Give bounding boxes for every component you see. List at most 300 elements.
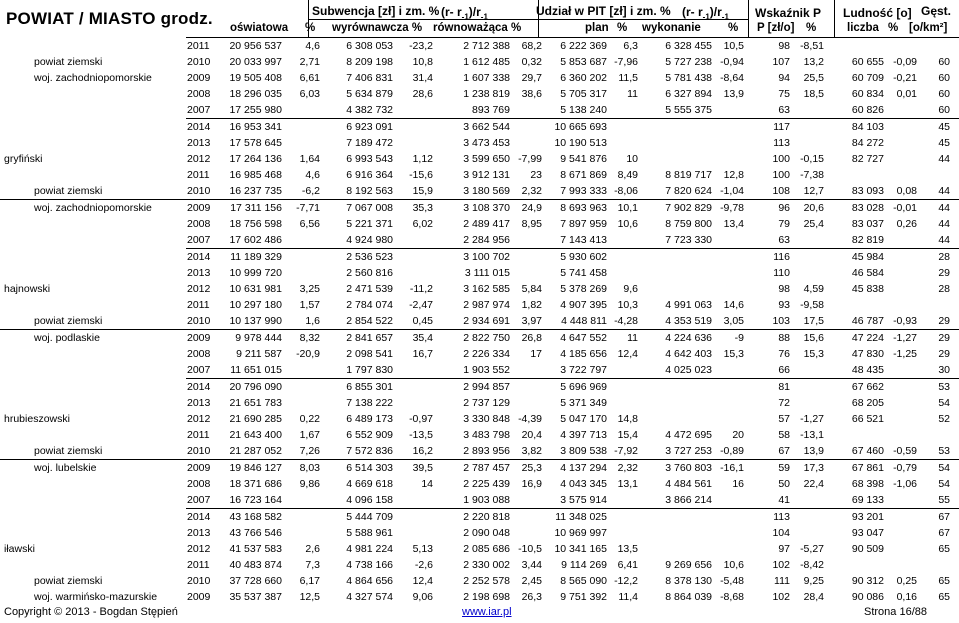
cell-wyrownawcza: 4 096 158 (346, 494, 393, 506)
table-row (0, 102, 959, 118)
voivodeship-name: woj. podlaskie (34, 332, 100, 344)
cell-year: 2008 (187, 348, 211, 360)
cell-oswiatowa: 9 211 587 (236, 348, 282, 360)
cell-rownowazaca-change: 17 (530, 348, 542, 360)
cell-oswiatowa: 20 956 537 (229, 40, 282, 52)
cell-year: 2011 (187, 299, 210, 311)
cell-gestosc: 29 (938, 315, 950, 327)
cell-wskaznik-p-change: 17,5 (803, 315, 824, 327)
cell-rownowazaca-change: -10,5 (518, 543, 542, 555)
table-row (0, 200, 959, 216)
cell-wskaznik-p: 81 (778, 381, 790, 393)
cell-pit-wykonanie-change: -1,04 (720, 185, 744, 197)
cell-oswiatowa-change: 0,22 (299, 413, 320, 425)
cell-rownowazaca: 1 903 088 (463, 494, 510, 506)
cell-ludnosc: 60 655 (851, 56, 884, 68)
cell-oswiatowa: 17 255 980 (229, 104, 282, 116)
cell-ludnosc: 66 521 (851, 413, 884, 425)
cell-ludnosc: 90 509 (851, 543, 884, 555)
cell-wskaznik-p: 108 (772, 185, 790, 197)
website-link[interactable]: www.iar.pl (462, 606, 512, 618)
cell-pit-plan: 10 969 997 (554, 527, 607, 539)
cell-pit-wykonanie: 5 555 375 (665, 104, 712, 116)
cell-gestosc: 55 (938, 494, 950, 506)
cell-oswiatowa-change: 7,3 (305, 559, 320, 571)
cell-ludnosc: 67 460 (851, 445, 884, 457)
cell-ludnosc: 93 201 (851, 511, 884, 523)
table-row (0, 135, 959, 151)
table-row (0, 54, 959, 70)
cell-oswiatowa-change: 2,71 (299, 56, 320, 68)
cell-oswiatowa: 10 999 720 (229, 267, 282, 279)
table-row (0, 249, 959, 265)
cell-gestosc: 53 (938, 381, 950, 393)
cell-rownowazaca: 2 198 698 (463, 591, 510, 603)
cell-year: 2008 (187, 218, 211, 230)
cell-year: 2012 (187, 543, 211, 555)
cell-wyrownawcza: 6 923 091 (346, 121, 393, 133)
cell-gestosc: 60 (938, 72, 950, 84)
cell-pit-plan: 3 809 538 (560, 445, 607, 457)
cell-ludnosc-change: 0,26 (896, 218, 917, 230)
cell-ludnosc: 67 861 (851, 462, 884, 474)
cell-ludnosc: 82 727 (851, 153, 884, 165)
cell-wyrownawcza: 5 588 961 (346, 527, 393, 539)
cell-ludnosc: 45 984 (851, 251, 884, 263)
cell-oswiatowa-change: 4,6 (305, 169, 320, 181)
table-row (0, 330, 959, 346)
cell-year: 2007 (187, 104, 211, 116)
cell-ludnosc-change: -0,79 (893, 462, 917, 474)
cell-wyrownawcza: 6 308 053 (346, 40, 393, 52)
cell-wskaznik-p-change: 25,5 (803, 72, 824, 84)
cell-oswiatowa: 20 796 090 (229, 381, 282, 393)
data-table (0, 38, 959, 605)
cell-wyrownawcza: 6 855 301 (346, 381, 393, 393)
cell-wskaznik-p: 58 (778, 429, 790, 441)
table-row (0, 427, 959, 443)
cell-wskaznik-p: 63 (778, 234, 790, 246)
cell-pit-wykonanie: 9 269 656 (665, 559, 712, 571)
cell-pit-wykonanie: 8 378 130 (665, 575, 712, 587)
cell-oswiatowa-change: -7,71 (296, 202, 320, 214)
cell-pit-plan: 6 360 202 (560, 72, 607, 84)
cell-pit-wykonanie: 4 224 636 (665, 332, 712, 344)
cell-wyrownawcza-change: 35,4 (412, 332, 433, 344)
cell-year: 2013 (187, 527, 211, 539)
cell-wyrownawcza-change: -2,47 (409, 299, 433, 311)
voivodeship-name: woj. warmińsko-mazurskie (34, 591, 158, 603)
cell-ludnosc: 68 205 (851, 397, 884, 409)
cell-oswiatowa: 16 237 735 (229, 185, 282, 197)
cell-pit-wykonanie: 4 484 561 (665, 478, 712, 490)
cell-ludnosc: 67 662 (851, 381, 884, 393)
cell-ludnosc-change: -1,25 (893, 348, 917, 360)
table-row (0, 232, 959, 248)
cell-gestosc: 29 (938, 332, 950, 344)
cell-pit-plan-change: 10 (626, 153, 638, 165)
cell-wyrownawcza: 5 221 371 (346, 218, 393, 230)
cell-wyrownawcza-change: 9,06 (412, 591, 433, 603)
cell-wyrownawcza: 4 924 980 (346, 234, 393, 246)
col-rownowazaca: równoważąca % (433, 22, 522, 34)
table-row (0, 541, 959, 557)
col-percent-1: % (305, 22, 316, 34)
cell-pit-plan: 5 741 458 (560, 267, 607, 279)
cell-pit-plan: 5 378 269 (560, 283, 607, 295)
cell-rownowazaca: 3 912 131 (463, 169, 510, 181)
cell-wyrownawcza: 4 382 732 (346, 104, 393, 116)
cell-pit-plan: 7 143 413 (560, 234, 607, 246)
cell-pit-plan: 8 671 869 (560, 169, 607, 181)
cell-pit-plan: 8 693 963 (560, 202, 607, 214)
county-block (0, 249, 959, 379)
cell-rownowazaca-change: 2,45 (521, 575, 542, 587)
col-liczba: liczba (847, 22, 879, 34)
table-row (0, 167, 959, 183)
cell-year: 2010 (187, 56, 211, 68)
cell-oswiatowa-change: -6,2 (301, 185, 320, 197)
cell-year: 2009 (187, 591, 211, 603)
cell-pit-wykonanie-change: -0,94 (720, 56, 744, 68)
cell-rownowazaca: 3 108 370 (463, 202, 510, 214)
copyright-text: Copyright © 2013 - Bogdan Stępień (4, 606, 178, 618)
cell-ludnosc: 47 224 (851, 332, 884, 344)
cell-wyrownawcza-change: -13,5 (409, 429, 433, 441)
cell-year: 2009 (187, 462, 211, 474)
cell-wyrownawcza: 2 854 522 (346, 315, 393, 327)
cell-ludnosc: 45 838 (851, 283, 884, 295)
cell-pit-wykonanie: 4 642 403 (665, 348, 712, 360)
cell-pit-plan-change: 11 (627, 88, 638, 100)
cell-pit-plan: 10 341 165 (554, 543, 607, 555)
cell-pit-plan-change: -7,92 (614, 445, 638, 457)
cell-rownowazaca-change: 68,2 (521, 40, 542, 52)
cell-gestosc: 60 (938, 88, 950, 100)
cell-pit-wykonanie-change: 10,5 (723, 40, 744, 52)
cell-rownowazaca-change: 26,3 (521, 591, 542, 603)
table-row (0, 297, 959, 313)
cell-gestosc: 45 (938, 121, 950, 133)
cell-gestosc: 67 (938, 527, 950, 539)
voivodeship-name: woj. zachodniopomorskie (34, 72, 152, 84)
table-row (0, 265, 959, 281)
cell-wyrownawcza-change: -23,2 (409, 40, 433, 52)
cell-year: 2010 (187, 185, 211, 197)
table-row (0, 313, 959, 329)
cell-oswiatowa: 10 631 981 (229, 283, 282, 295)
cell-oswiatowa: 17 311 156 (230, 202, 282, 214)
cell-year: 2013 (187, 397, 211, 409)
cell-ludnosc-change: 0,01 (896, 88, 917, 100)
county-name: iławski (4, 543, 35, 555)
cell-gestosc: 54 (938, 462, 950, 474)
cell-wyrownawcza: 2 784 074 (346, 299, 393, 311)
cell-wskaznik-p-change: 15,6 (803, 332, 824, 344)
cell-wyrownawcza-change: 10,8 (412, 56, 433, 68)
cell-ludnosc: 60 709 (851, 72, 884, 84)
cell-rownowazaca-change: 29,7 (521, 72, 542, 84)
cell-year: 2012 (187, 153, 211, 165)
cell-pit-plan: 4 907 395 (560, 299, 607, 311)
cell-wyrownawcza: 4 981 224 (346, 543, 393, 555)
cell-pit-plan-change: 14,8 (617, 413, 638, 425)
cell-rownowazaca: 3 473 453 (463, 137, 510, 149)
cell-gestosc: 29 (938, 267, 950, 279)
cell-wyrownawcza: 6 916 364 (346, 169, 393, 181)
col-percent-5: % (728, 22, 739, 34)
cell-year: 2010 (187, 445, 211, 457)
county-block (0, 119, 959, 249)
cell-pit-plan: 9 751 392 (560, 591, 607, 603)
cell-pit-wykonanie-change: 3,05 (723, 315, 744, 327)
cell-wskaznik-p: 67 (778, 445, 790, 457)
cell-rownowazaca-change: 5,84 (521, 283, 542, 295)
header-rule-1 (308, 19, 538, 20)
header-divider-1 (308, 0, 309, 37)
cell-year: 2011 (187, 169, 210, 181)
cell-wskaznik-p: 63 (778, 104, 790, 116)
cell-gestosc: 44 (938, 185, 950, 197)
cell-gestosc: 53 (938, 445, 950, 457)
cell-pit-wykonanie: 8 759 800 (665, 218, 712, 230)
county-type: powiat ziemski (34, 56, 103, 68)
table-row (0, 443, 959, 459)
cell-ludnosc-change: -1,06 (893, 478, 917, 490)
cell-ludnosc: 84 103 (851, 121, 884, 133)
cell-pit-plan: 6 222 369 (560, 40, 607, 52)
cell-wyrownawcza: 8 209 198 (346, 56, 393, 68)
cell-pit-plan-change: 11 (627, 332, 638, 344)
cell-rownowazaca: 2 893 956 (463, 445, 510, 457)
cell-gestosc: 65 (938, 575, 950, 587)
cell-oswiatowa: 21 690 285 (229, 413, 282, 425)
cell-pit-wykonanie-change: 15,3 (723, 348, 744, 360)
cell-gestosc: 65 (938, 591, 950, 603)
cell-pit-plan: 7 897 959 (560, 218, 607, 230)
cell-pit-plan-change: 13,1 (617, 478, 638, 490)
county-type: powiat ziemski (34, 445, 103, 457)
cell-pit-wykonanie-change: -9 (734, 332, 744, 344)
cell-rownowazaca: 2 284 956 (463, 234, 510, 246)
cell-oswiatowa: 21 287 052 (229, 445, 282, 457)
table-row (0, 151, 959, 167)
cell-oswiatowa: 19 505 408 (229, 72, 282, 84)
cell-pit-plan: 5 138 240 (560, 104, 607, 116)
cell-wyrownawcza: 6 489 173 (346, 413, 393, 425)
table-row (0, 70, 959, 86)
header-divider-4 (834, 0, 835, 37)
cell-ludnosc: 46 787 (851, 315, 884, 327)
cell-pit-wykonanie-change: 14,6 (723, 299, 744, 311)
cell-ludnosc: 83 037 (851, 218, 884, 230)
cell-rownowazaca: 3 100 702 (463, 251, 510, 263)
cell-pit-wykonanie-change: 16 (732, 478, 744, 490)
table-row (0, 281, 959, 297)
cell-pit-plan: 5 853 687 (560, 56, 607, 68)
cell-wskaznik-p: 79 (778, 218, 790, 230)
cell-pit-wykonanie: 5 727 238 (665, 56, 712, 68)
cell-wskaznik-p-change: 28,4 (803, 591, 824, 603)
cell-gestosc: 67 (938, 511, 950, 523)
cell-rownowazaca: 2 225 439 (463, 478, 510, 490)
cell-ludnosc: 48 435 (851, 364, 884, 376)
header-rule-2 (538, 19, 748, 20)
cell-oswiatowa-change: 1,67 (299, 429, 320, 441)
cell-wskaznik-p: 104 (772, 527, 790, 539)
table-row (0, 476, 959, 492)
cell-wskaznik-p: 110 (773, 267, 790, 279)
cell-pit-plan: 5 047 170 (560, 413, 607, 425)
cell-pit-plan-change: -12,2 (614, 575, 638, 587)
cell-wyrownawcza: 4 738 166 (346, 559, 393, 571)
cell-rownowazaca: 1 903 552 (463, 364, 510, 376)
cell-pit-plan-change: 9,6 (623, 283, 638, 295)
cell-pit-plan: 3 575 914 (560, 494, 607, 506)
cell-wyrownawcza-change: -0,97 (409, 413, 433, 425)
cell-rownowazaca: 2 085 686 (463, 543, 510, 555)
cell-year: 2010 (187, 315, 211, 327)
change-formula-1: (r- $r_{-1})/r_{-1}$ (441, 5, 488, 22)
gestosc-header: Gęst. (921, 4, 952, 18)
change-formula-2: (r- $r_{-1})/r_{-1}$ (682, 5, 729, 22)
cell-oswiatowa: 18 756 598 (229, 218, 282, 230)
cell-ludnosc-change: -0,21 (893, 72, 917, 84)
cell-pit-wykonanie-change: -5,48 (720, 575, 744, 587)
cell-wyrownawcza-change: 0,45 (412, 315, 433, 327)
cell-ludnosc-change: 0,25 (896, 575, 917, 587)
cell-gestosc: 44 (938, 153, 950, 165)
cell-wyrownawcza: 2 560 816 (346, 267, 393, 279)
cell-oswiatowa: 17 578 645 (229, 137, 282, 149)
cell-wyrownawcza-change: 6,02 (412, 218, 433, 230)
county-type: powiat ziemski (34, 185, 103, 197)
cell-rownowazaca-change: 0,32 (521, 56, 542, 68)
cell-wskaznik-p-change: 25,4 (803, 218, 824, 230)
cell-ludnosc: 47 830 (851, 348, 884, 360)
cell-ludnosc: 68 398 (851, 478, 884, 490)
voivodeship-name: woj. zachodniopomorskie (34, 202, 152, 214)
cell-gestosc: 60 (938, 104, 950, 116)
cell-oswiatowa: 16 953 341 (229, 121, 282, 133)
cell-ludnosc: 90 086 (851, 591, 884, 603)
cell-wskaznik-p-change: -9,58 (800, 299, 824, 311)
cell-pit-plan-change: -7,96 (614, 56, 638, 68)
cell-oswiatowa: 17 264 136 (229, 153, 282, 165)
cell-pit-plan-change: 10,6 (617, 218, 638, 230)
cell-oswiatowa-change: 4,6 (305, 40, 320, 52)
cell-ludnosc: 84 272 (851, 137, 884, 149)
cell-year: 2007 (187, 494, 211, 506)
table-row (0, 379, 959, 395)
cell-year: 2012 (187, 283, 211, 295)
cell-rownowazaca: 3 330 848 (463, 413, 510, 425)
cell-gestosc: 54 (938, 397, 950, 409)
cell-rownowazaca: 3 662 544 (463, 121, 510, 133)
page-title: POWIAT / MIASTO grodz. (6, 9, 213, 28)
cell-wskaznik-p-change: 17,3 (803, 462, 824, 474)
cell-year: 2010 (187, 575, 211, 587)
cell-year: 2012 (187, 413, 211, 425)
cell-wskaznik-p-change: 18,5 (803, 88, 824, 100)
cell-wskaznik-p: 50 (778, 478, 790, 490)
cell-wskaznik-p-change: 15,3 (803, 348, 824, 360)
cell-wskaznik-p: 72 (778, 397, 790, 409)
cell-pit-plan: 4 043 345 (560, 478, 607, 490)
cell-wyrownawcza: 2 536 523 (346, 251, 393, 263)
cell-pit-wykonanie: 7 902 829 (665, 202, 712, 214)
col-plan: plan (585, 22, 609, 34)
table-row (0, 492, 959, 508)
cell-pit-plan: 7 993 333 (560, 185, 607, 197)
cell-pit-plan: 4 647 552 (560, 332, 607, 344)
cell-year: 2013 (187, 137, 211, 149)
cell-pit-wykonanie: 5 781 438 (665, 72, 712, 84)
cell-year: 2009 (187, 202, 211, 214)
cell-pit-plan-change: 6,41 (617, 559, 638, 571)
cell-pit-wykonanie-change: 20 (732, 429, 744, 441)
cell-year: 2008 (187, 478, 211, 490)
cell-rownowazaca: 2 987 974 (463, 299, 510, 311)
cell-rownowazaca: 2 822 750 (463, 332, 510, 344)
cell-rownowazaca: 2 737 129 (463, 397, 510, 409)
cell-wyrownawcza: 4 669 618 (346, 478, 393, 490)
cell-pit-plan: 9 541 876 (560, 153, 607, 165)
cell-year: 2014 (187, 511, 211, 523)
cell-wskaznik-p: 107 (772, 56, 790, 68)
cell-pit-wykonanie: 6 328 455 (665, 40, 712, 52)
subwencja-header: Subwencja [zł] i zm. % (312, 4, 440, 18)
table-row (0, 86, 959, 102)
cell-wyrownawcza-change: 16,2 (412, 445, 433, 457)
cell-rownowazaca: 2 489 417 (463, 218, 510, 230)
cell-wyrownawcza: 4 327 574 (346, 591, 393, 603)
cell-oswiatowa: 17 602 486 (229, 234, 282, 246)
cell-wskaznik-p: 66 (778, 364, 790, 376)
cell-pit-plan: 9 114 269 (561, 559, 607, 571)
cell-pit-plan: 4 137 294 (560, 462, 607, 474)
cell-pit-wykonanie-change: 13,9 (723, 88, 744, 100)
cell-wyrownawcza: 2 098 541 (346, 348, 393, 360)
col-wyrownawcza: wyrównawcza % (332, 22, 423, 34)
cell-oswiatowa: 16 723 164 (229, 494, 282, 506)
cell-rownowazaca-change: -4,39 (518, 413, 542, 425)
cell-pit-wykonanie-change: -16,1 (720, 462, 744, 474)
wskaznik-header: Wskaźnik P (755, 6, 822, 20)
cell-wskaznik-p-change: -1,27 (800, 413, 824, 425)
cell-rownowazaca: 1 607 338 (463, 72, 510, 84)
header-divider-2 (538, 0, 539, 37)
cell-oswiatowa-change: 6,17 (299, 575, 320, 587)
cell-rownowazaca: 3 162 585 (463, 283, 510, 295)
cell-rownowazaca-change: 26,8 (521, 332, 542, 344)
cell-oswiatowa: 35 537 387 (229, 591, 282, 603)
cell-pit-plan-change: 11,5 (618, 72, 638, 84)
header-divider-3 (748, 0, 749, 37)
cell-ludnosc: 83 028 (851, 202, 884, 214)
cell-ludnosc: 90 312 (851, 575, 884, 587)
cell-wyrownawcza: 5 634 879 (346, 88, 393, 100)
cell-wskaznik-p: 93 (778, 299, 790, 311)
pit-header: Udział w PIT [zł] i zm. % (536, 4, 671, 18)
table-row (0, 216, 959, 232)
table-row (0, 509, 959, 525)
cell-pit-plan-change: 11,4 (618, 591, 638, 603)
cell-oswiatowa: 11 651 015 (230, 364, 282, 376)
county-name: gryfiński (4, 153, 43, 165)
cell-rownowazaca: 2 226 334 (463, 348, 510, 360)
cell-pit-wykonanie: 4 025 023 (665, 364, 712, 376)
